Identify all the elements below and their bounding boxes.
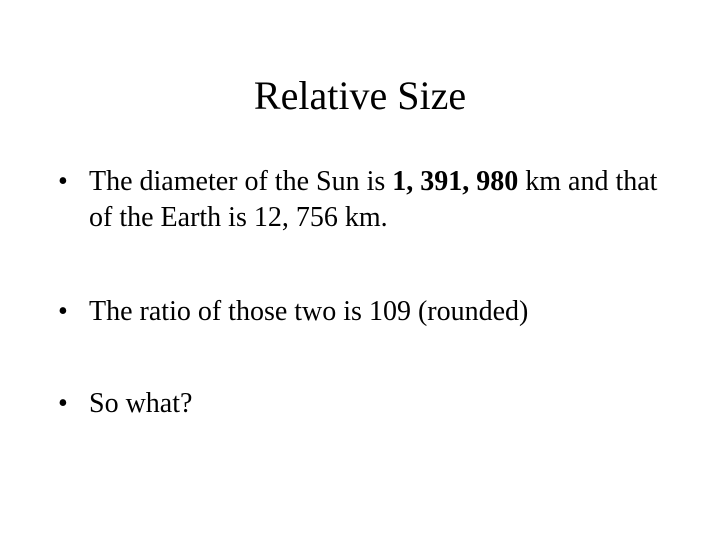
bullet-text: The ratio of those two is 109 (rounded) [89, 296, 529, 327]
bullet-text [89, 164, 658, 236]
bullet-item-sun-diameter [58, 164, 658, 236]
slide-title: Relative Size [253, 73, 467, 118]
bullet-icon: • [58, 296, 68, 327]
bullet-text-before: The diameter of the Sun is [89, 166, 393, 197]
bullet-icon: • [58, 388, 68, 419]
sun-diameter-value: 1, 391, 980 [392, 166, 519, 197]
bullet-item-ratio [58, 294, 658, 330]
bullet-item-so-what [58, 386, 658, 422]
bullet-text: So what? [89, 388, 193, 419]
bullet-text-after: km and that of the Earth is 12, 756 km. [89, 166, 658, 233]
bullet-icon: • [58, 166, 68, 197]
